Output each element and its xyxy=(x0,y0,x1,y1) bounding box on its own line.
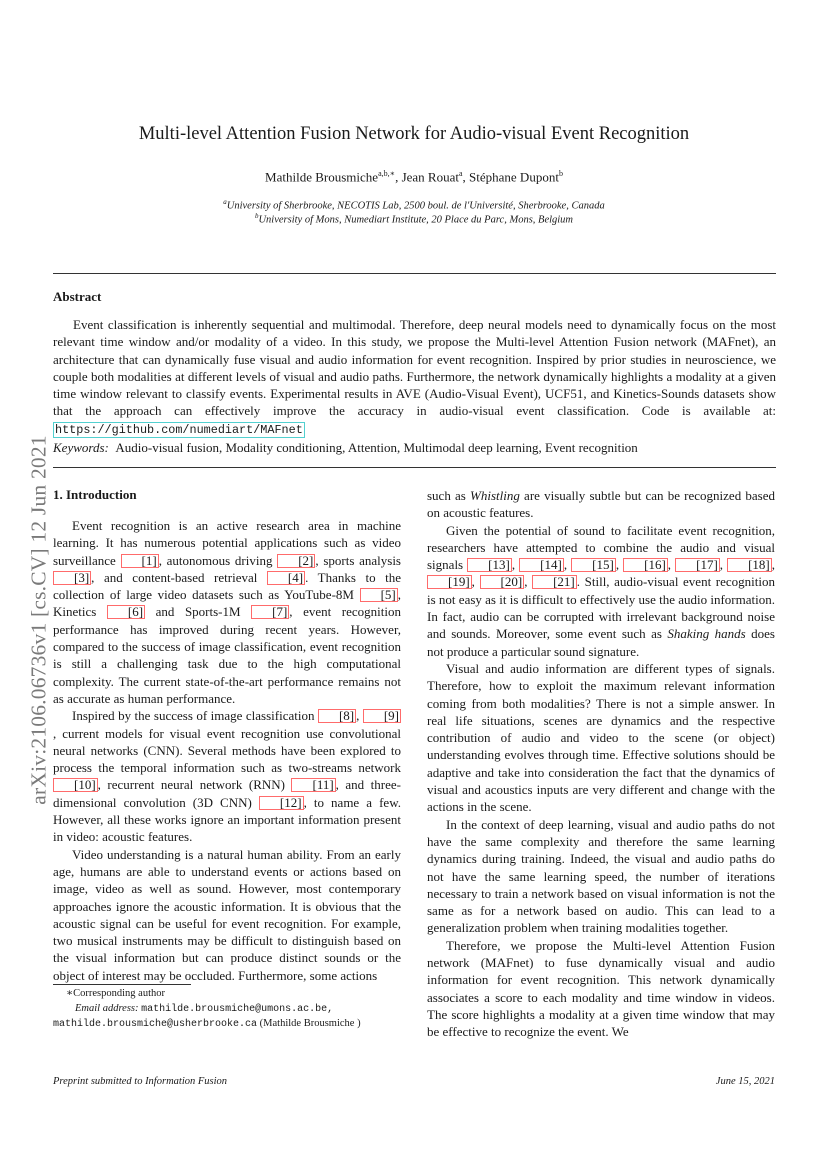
abstract-bottom-rule xyxy=(53,467,776,468)
author-superscript: b xyxy=(558,169,563,178)
footnote-rule xyxy=(53,984,191,985)
footnote-corresponding: ∗Corresponding author xyxy=(66,988,165,999)
section-heading: 1. Introduction xyxy=(53,487,137,502)
abstract-body: Event classification is inherently sequential and multimodal. Therefore, deep neural models need to dynamically focus on the most relevant time window and/or modality of a video. In this study, we propose the Multi-level Attention Fusion network (MAFnet), an architecture that can dynamically fuse visual and audio information for event recognition. Inspired by prior studies in neuroscience, we couple both modalities at different levels of visual and audio paths. Furthermore, the network dynamically highlights a modality at a given time window relevant to classify events. Experimental results in AVE (Audio-Visual Event), UCF51, and Kinetics-Sounds datasets show that the approach can effectively improve the accuracy in audio-visual event classification. Code is available at: https://github.com/numediart/MAFnet xyxy=(53,317,776,437)
code-link[interactable]: https://github.com/numediart/MAFnet xyxy=(55,422,303,437)
author-list xyxy=(0,169,828,185)
email-link[interactable]: mathilde.brousmiche@usherbrooke.ca xyxy=(53,1019,258,1030)
affiliation-a: $^a$University of Sherbrooke, NECOTIS Lab, 2500 boul. de l'Université, Sherbrooke, Canada xyxy=(223,198,605,212)
affiliation-b: $^b$University of Mons, Numediart Institute, 20 Place du Parc, Mons, Belgium xyxy=(254,212,574,226)
top-rule xyxy=(53,273,776,274)
author-name: Mathilde Brousmiche xyxy=(265,169,379,185)
footer-preprint: Preprint submitted to Information Fusion xyxy=(53,1076,228,1087)
right-column: such as Whistling are visually subtle but can be recognized based on acoustic features. Given the potential of sound to facilitate event recognition, researchers have attempted to combine the audio and visual signals [13] , [14] , [15] , [16] , [17] , [18] , [19] , [20] , [21] . Still, audio-visual event recognition is not easy as it is difficult to effectively use the audio information. In fact, audio can be corrupted with irrelevant background noise and sounds. Moreover, some event such as Shaking hands does not produce a particular sound signature. Visual and audio information are different types of signals. Therefore, how to exploit the maximum relevant information coming from both modalities? There is not a simple answer. In real life situations, scenes are dynamics and the respective contribution of audio and video to the scene (or object) understanding evolves through time. Effective solutions should be adaptive and take into consideration the fact that the dynamics of visual and acoustics inputs are very different and change with the actions in the scene. In the context of deep learning, visual and audio paths do not have the same complexity and therefore the same learning dynamics during training. Indeed, the visual and audio paths do not have the same learning speed, the number of iterations necessary to train a network based on visual information is not the same as for a network based on audio. This can lead to a generalization problem when training modalities together. Therefore, we propose the Multi-level Attention Fusion network (MAFnet) to fuse dynamically visual and audio information for event recognition. This network dynamically associates a score to each modality and time window in videos. The score highlights a modality at a given time window that may be effective to recognize the event. We xyxy=(427,488,776,1040)
footer-date: June 15, 2021 xyxy=(715,1076,775,1087)
author-name: , Jean Rouat xyxy=(395,169,459,185)
footnote-email-line: Email address: mathilde.brousmiche@umons.ac.be, xyxy=(75,1003,334,1015)
keywords-text: Audio-visual fusion, Modality conditioning, Attention, Multimodal deep learning, Event recognition xyxy=(115,440,638,455)
author-superscript: a,b,∗ xyxy=(378,169,396,178)
keywords-label: Keywords: xyxy=(53,440,109,455)
author-name: , Stéphane Dupont xyxy=(462,169,559,185)
arxiv-side-label: arXiv:2106.06736v1 [cs.CV] 12 Jun 2021 xyxy=(26,435,51,805)
left-column: Event recognition is an active research area in machine learning. It has numerous potential applications such as video surveillance [1] , autonomous driving [2] , sports analysis [3] , and content-based retrieval [4] . Thanks to the collection of large video datasets such as YouTube-8M [5] , Kinetics [6] and Sports-1M [7] , event recognition performance has improved during recent years. However, compared to the success of image classification, event recognition is still a challenging task due to the high computational complexity. The current state-of-the-art performance remains not as accurate as human performance. Inspired by the success of image classification [8] , [9], current models for visual event recognition use convolutional neural networks (CNN). Several methods have been explored to process the temporal information such as two-streams network [10] , recurrent neural network (RNN) [11] , and three-dimensional convolution (3D CNN) [12] , to name a few. However, all these works ignore an important information present in video: acoustic features. Video understanding is a natural human ability. From an early age, humans are able to understand events or actions based on image, video as well as sound. However, most contemporary approaches ignore the acoustic information. It is obvious that the acoustic signal can be useful for event recognition. For example, two musical instruments may be difficult to distinguish based on the visual information but can produce distinct sounds or the object of interest may be occluded. Furthermore, some actions xyxy=(53,518,402,983)
keywords-line xyxy=(53,440,776,456)
email-link[interactable]: mathilde.brousmiche@umons.ac.be, xyxy=(141,1004,334,1015)
footnote-email-line-2: mathilde.brousmiche@usherbrooke.ca (Mathilde Brousmiche ) xyxy=(53,1018,361,1030)
paper-title: Multi-level Attention Fusion Network for Audio-visual Event Recognition xyxy=(138,124,690,144)
author-superscript: a xyxy=(458,169,463,178)
abstract-heading: Abstract xyxy=(53,289,102,304)
